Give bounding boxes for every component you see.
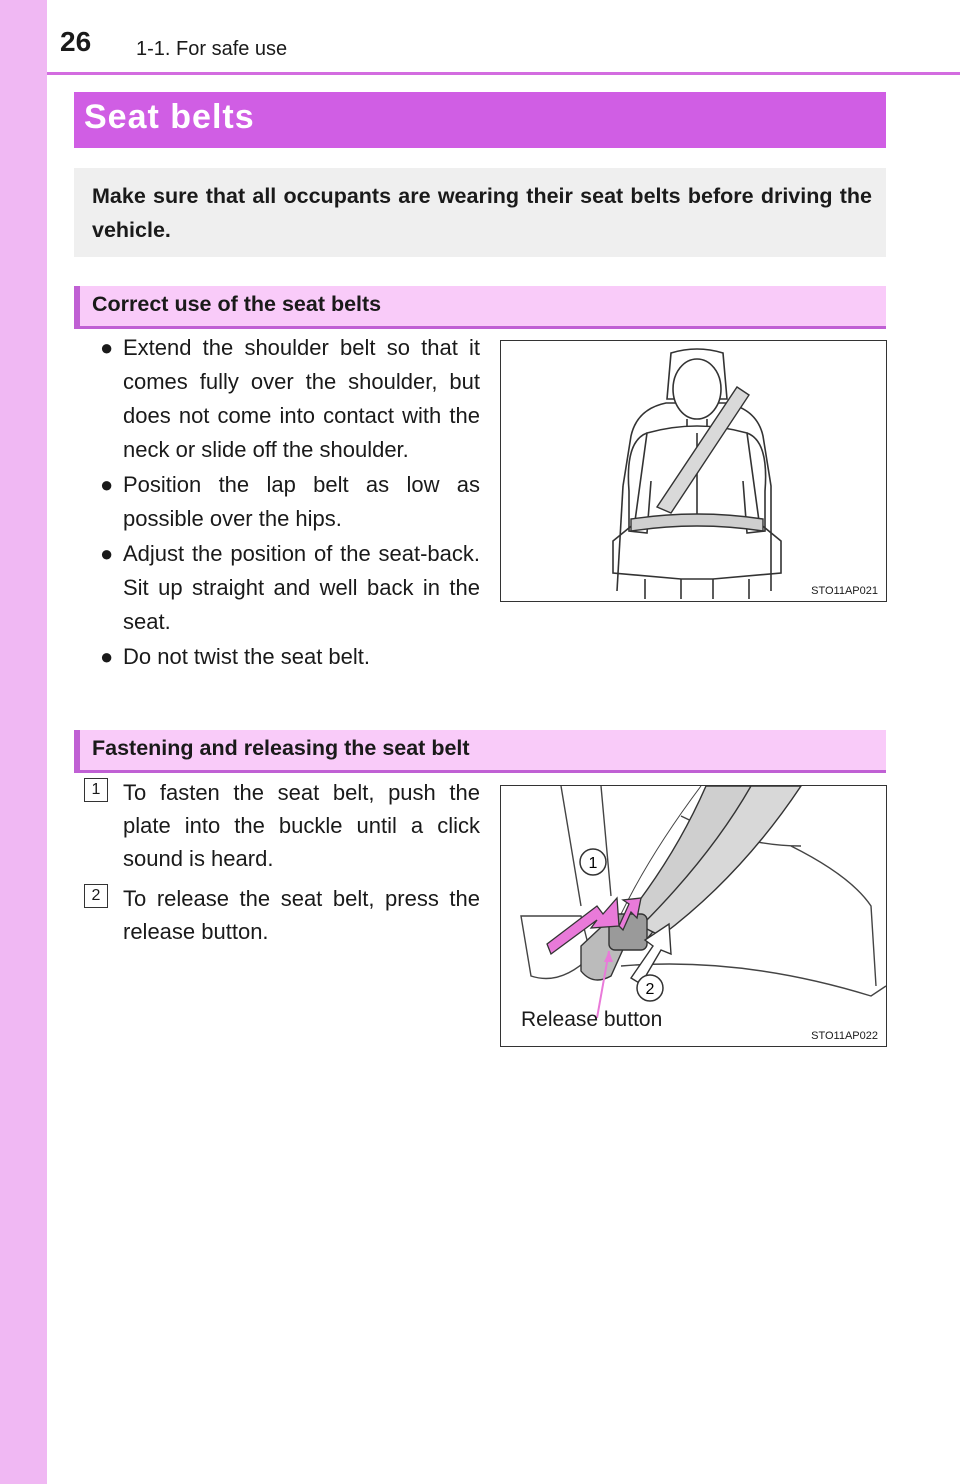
step-item: [84, 776, 480, 875]
step-number-badge: 2: [84, 884, 108, 908]
bullet-icon: ●: [100, 644, 114, 669]
buckle-illustration: [501, 786, 886, 1046]
release-button-label: Release button: [521, 1008, 663, 1031]
list-item-text: Do not twist the seat belt.: [123, 644, 371, 669]
figure-code: STO11AP022: [811, 1030, 878, 1042]
page-title-bar: [74, 92, 886, 148]
figure-buckle: [500, 785, 887, 1047]
list-item-text: Extend the shoulder belt so that it comes fully over the shoulder, but does not come into contact with the neck or slide off the shoulder.: [123, 335, 480, 462]
callout-1-label: 1: [588, 855, 598, 872]
intro-text: Make sure that all occupants are wearing their seat belts before driving the vehicle.: [92, 184, 872, 242]
step-number-badge: 1: [84, 778, 108, 802]
seated-occupant-illustration: [501, 341, 886, 601]
page-title: Seat belts: [84, 98, 255, 136]
bullet-icon: ●: [100, 335, 114, 360]
header-divider: [47, 72, 960, 75]
intro-box: [74, 168, 886, 257]
section-heading-text: Correct use of the seat belts: [92, 292, 382, 316]
section-breadcrumb: 1-1. For safe use: [136, 38, 288, 60]
figure-seated-occupant: [500, 340, 887, 602]
list-item: [100, 331, 480, 467]
list-item: [100, 537, 480, 639]
figure-code: STO11AP021: [811, 585, 878, 597]
bullet-icon: ●: [100, 541, 114, 566]
list-item: [100, 640, 480, 674]
chapter-side-tab: [0, 0, 47, 1484]
callout-2-label: 2: [645, 981, 655, 998]
section-heading-text: Fastening and releasing the seat belt: [92, 736, 470, 760]
step-text: To fasten the seat belt, push the plate into the buckle until a click sound is heard.: [123, 780, 480, 871]
bullet-icon: ●: [100, 472, 114, 497]
section-heading-correct-use: [74, 286, 886, 329]
list-item: [100, 468, 480, 536]
correct-use-list: [100, 331, 480, 675]
fastening-steps: [84, 776, 480, 955]
section-heading-fastening: [74, 730, 886, 773]
list-item-text: Adjust the position of the seat-back. Sit up straight and well back in the seat.: [123, 541, 480, 634]
list-item-text: Position the lap belt as low as possible over the hips.: [123, 472, 480, 531]
step-text: To release the seat belt, press the release button.: [123, 886, 480, 944]
page-number: 26: [60, 26, 92, 57]
step-item: [84, 882, 480, 948]
